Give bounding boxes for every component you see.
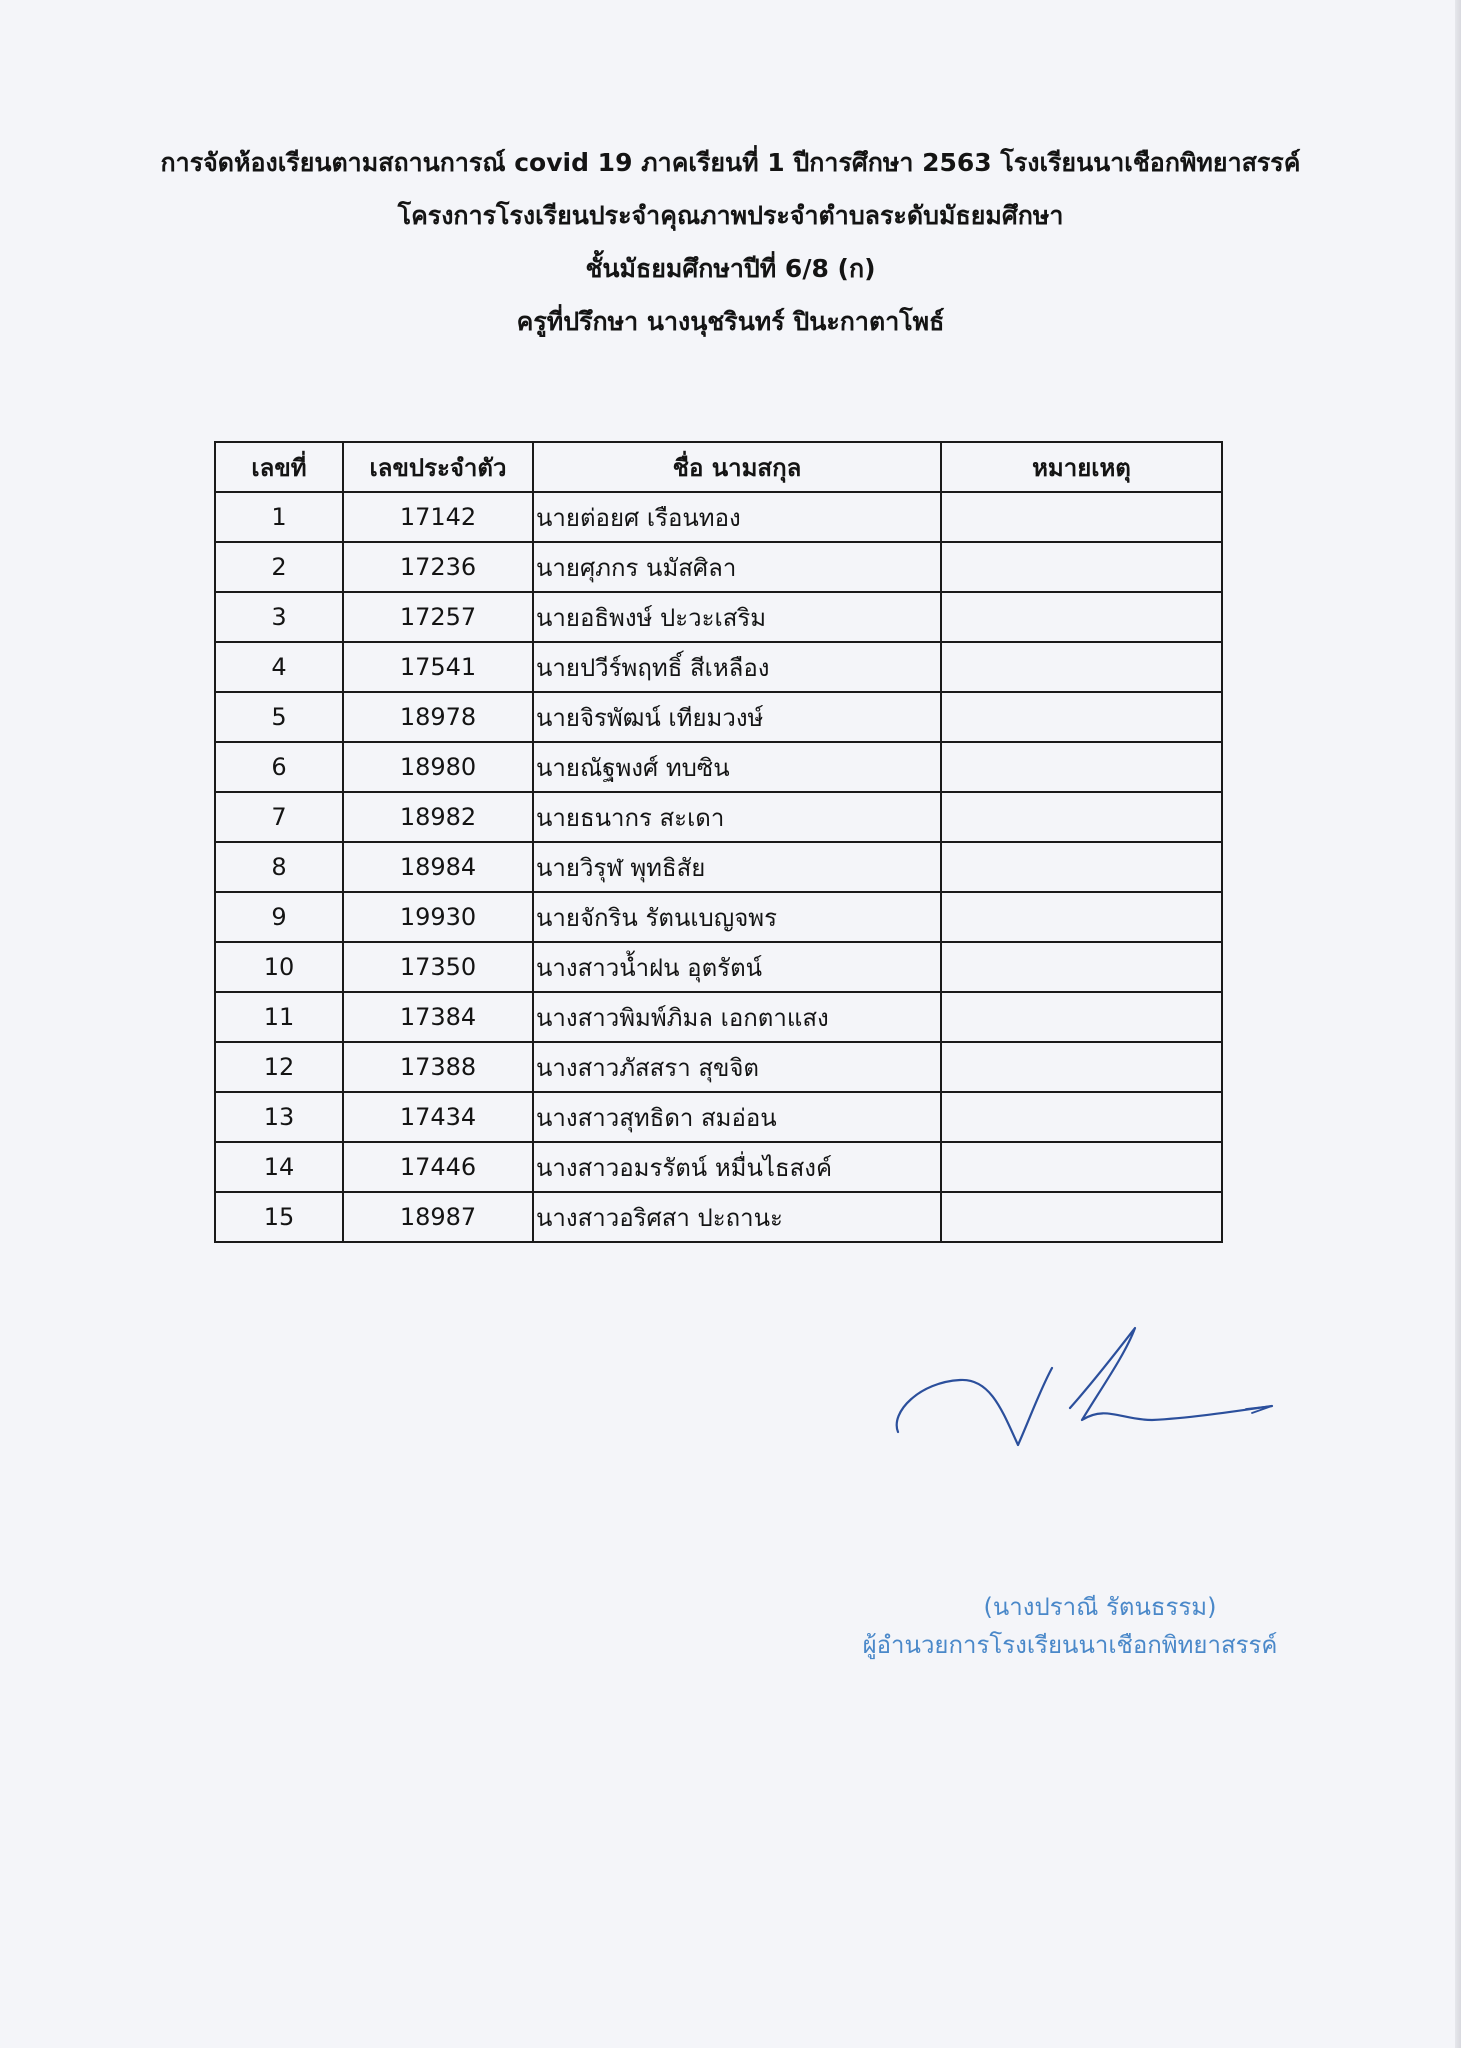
cell-remark [941, 1142, 1222, 1192]
cell-no: 3 [215, 592, 343, 642]
cell-student-id: 17446 [343, 1142, 533, 1192]
signature-block [820, 1588, 1320, 1664]
cell-name: นางสาวอริศสา ปะถานะ [533, 1192, 941, 1242]
cell-remark [941, 1042, 1222, 1092]
student-roster-table [214, 441, 1223, 1243]
column-header-remark: หมายเหตุ [941, 442, 1222, 492]
cell-name: นายจักริน รัตนเบญจพร [533, 892, 941, 942]
cell-no: 12 [215, 1042, 343, 1092]
cell-student-id: 18987 [343, 1192, 533, 1242]
signatory-position: ผู้อำนวยการโรงเรียนนาเชือกพิทยาสรรค์ [862, 1631, 1278, 1659]
cell-no: 14 [215, 1142, 343, 1192]
handwritten-signature [890, 1320, 1280, 1470]
cell-name: นางสาวพิมพ์ภิมล เอกตาแสง [533, 992, 941, 1042]
cell-name: นายปวีร์พฤทธิ์ สีเหลือง [533, 642, 941, 692]
cell-student-id: 18984 [343, 842, 533, 892]
table-row [215, 492, 1222, 542]
table-row [215, 1142, 1222, 1192]
cell-remark [941, 842, 1222, 892]
column-header-no: เลขที่ [215, 442, 343, 492]
cell-name: นางสาวภัสสรา สุขจิต [533, 1042, 941, 1092]
cell-no: 9 [215, 892, 343, 942]
column-header-name: ชื่อ นามสกุล [533, 442, 941, 492]
cell-remark [941, 792, 1222, 842]
cell-student-id: 18978 [343, 692, 533, 742]
cell-no: 4 [215, 642, 343, 692]
cell-name: นายวิรุฬ พุทธิสัย [533, 842, 941, 892]
cell-no: 10 [215, 942, 343, 992]
table-row [215, 1042, 1222, 1092]
cell-name: นายธนากร สะเดา [533, 792, 941, 842]
cell-student-id: 17434 [343, 1092, 533, 1142]
cell-student-id: 18982 [343, 792, 533, 842]
table-row [215, 1192, 1222, 1242]
cell-no: 8 [215, 842, 343, 892]
table-row [215, 1092, 1222, 1142]
cell-student-id: 17257 [343, 592, 533, 642]
cell-remark [941, 642, 1222, 692]
cell-name: นางสาวอมรรัตน์ หมื่นไธสงค์ [533, 1142, 941, 1192]
cell-student-id: 17384 [343, 992, 533, 1042]
cell-name: นายศุภกร นมัสศิลา [533, 542, 941, 592]
table-row [215, 592, 1222, 642]
cell-name: นายต่อยศ เรือนทอง [533, 492, 941, 542]
cell-student-id: 17236 [343, 542, 533, 592]
cell-remark [941, 592, 1222, 642]
table-row [215, 742, 1222, 792]
header-title-line: การจัดห้องเรียนตามสถานการณ์ covid 19 ภาคเรียนที่ 1 ปีการศึกษา 2563 โรงเรียนนาเชือกพิทยาสรรค์ [160, 148, 1301, 177]
cell-remark [941, 892, 1222, 942]
table-body [215, 492, 1222, 1242]
table-row [215, 892, 1222, 942]
cell-no: 1 [215, 492, 343, 542]
cell-name: นายจิรพัฒน์ เทียมวงษ์ [533, 692, 941, 742]
header-project-line: โครงการโรงเรียนประจำคุณภาพประจำตำบลระดับมัธยมศึกษา [397, 201, 1064, 230]
cell-no: 6 [215, 742, 343, 792]
table-row [215, 992, 1222, 1042]
table-header-row [215, 442, 1222, 492]
cell-student-id: 19930 [343, 892, 533, 942]
table-row [215, 792, 1222, 842]
cell-no: 15 [215, 1192, 343, 1242]
cell-no: 7 [215, 792, 343, 842]
cell-remark [941, 742, 1222, 792]
cell-no: 5 [215, 692, 343, 742]
cell-remark [941, 992, 1222, 1042]
cell-remark [941, 1092, 1222, 1142]
cell-student-id: 17142 [343, 492, 533, 542]
cell-student-id: 17388 [343, 1042, 533, 1092]
table-row [215, 942, 1222, 992]
header-advisor-line: ครูที่ปรึกษา นางนุชรินทร์ ปินะกาตาโพธ์ [516, 307, 945, 336]
cell-no: 2 [215, 542, 343, 592]
cell-remark [941, 1192, 1222, 1242]
cell-remark [941, 492, 1222, 542]
cell-no: 11 [215, 992, 343, 1042]
table-row [215, 642, 1222, 692]
cell-student-id: 18980 [343, 742, 533, 792]
cell-name: นายณัฐพงศ์ ทบซิน [533, 742, 941, 792]
cell-remark [941, 692, 1222, 742]
column-header-student-id: เลขประจำตัว [343, 442, 533, 492]
table-row [215, 692, 1222, 742]
cell-remark [941, 942, 1222, 992]
cell-name: นายอธิพงษ์ ปะวะเสริม [533, 592, 941, 642]
cell-name: นางสาวน้ำฝน อุตรัตน์ [533, 942, 941, 992]
table-row [215, 542, 1222, 592]
cell-name: นางสาวสุทธิดา สมอ่อน [533, 1092, 941, 1142]
document-header [0, 136, 1461, 348]
cell-remark [941, 542, 1222, 592]
cell-no: 13 [215, 1092, 343, 1142]
header-class-line: ชั้นมัธยมศึกษาปีที่ 6/8 (ก) [585, 254, 876, 283]
signatory-name: (นางปราณี รัตนธรรม) [983, 1593, 1217, 1621]
table-row [215, 842, 1222, 892]
cell-student-id: 17350 [343, 942, 533, 992]
cell-student-id: 17541 [343, 642, 533, 692]
